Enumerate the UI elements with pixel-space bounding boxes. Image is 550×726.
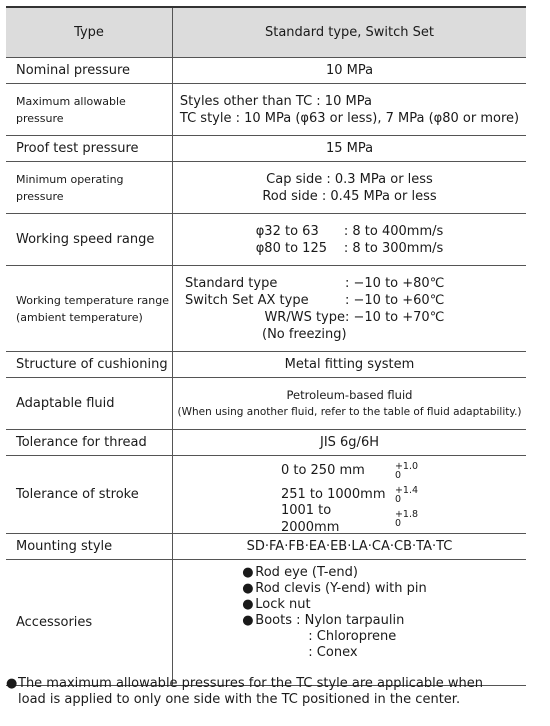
max-allow-line2: TC style : 10 MPa (φ63 or less), 7 MPa (φ80 or more) xyxy=(179,110,520,126)
speed-range-2: φ80 to 125 xyxy=(255,240,327,256)
bullet-icon: ● xyxy=(242,581,254,596)
temp-type-switch: Switch Set AX type xyxy=(185,292,309,308)
label-max-allowable-pressure: Maximum allowable pressure xyxy=(6,84,173,136)
footnote xyxy=(6,676,536,708)
row-tolerance-for-thread xyxy=(6,430,526,456)
value-structure-of-cushioning: Metal fitting system xyxy=(173,352,527,378)
accessories-list xyxy=(242,565,426,661)
accessory-item: ● Rod eye (T-end) xyxy=(242,565,358,580)
temp-value-wr-ws: : −10 to +70℃ xyxy=(345,309,445,325)
accessory-item: ● Boots : Nylon tarpaulin xyxy=(242,613,405,628)
row-mounting-style xyxy=(6,534,526,560)
value-working-temperature xyxy=(185,275,526,343)
label-accessories: Accessories xyxy=(6,560,173,686)
bullet-icon: ● xyxy=(242,597,254,612)
value-max-allowable-pressure xyxy=(180,93,519,127)
stroke-tolerance: +1.4 0 xyxy=(394,484,419,505)
stroke-tolerance: +1.8 0 xyxy=(394,508,419,529)
label-working-temperature: Working temperature range xyxy=(16,293,169,307)
header-standard: Standard type, Switch Set xyxy=(173,7,527,58)
bullet-icon: ● xyxy=(242,565,254,580)
value-working-speed-range xyxy=(256,223,444,257)
row-max-allowable-pressure xyxy=(6,84,526,136)
bullet-icon: ● xyxy=(242,613,254,628)
row-min-operating-pressure xyxy=(6,162,526,214)
row-working-temperature xyxy=(6,266,526,352)
row-structure-of-cushioning xyxy=(6,352,526,378)
temp-no-freezing: (No freezing) xyxy=(262,326,347,342)
stroke-item xyxy=(280,502,419,535)
value-tolerance-of-stroke xyxy=(280,459,419,535)
footnote-line2: load is applied to only one side with the TC positioned in the center. xyxy=(18,692,461,707)
accessory-subitem: : Conex xyxy=(308,645,358,660)
header-type: Type xyxy=(6,7,173,58)
min-op-line2: Rod side : 0.45 MPa or less xyxy=(262,188,437,204)
fluid-line2: (When using another fluid, refer to the table of fluid adaptability.) xyxy=(177,405,522,418)
stroke-range: 1001 to 2000mm xyxy=(280,502,340,535)
label-adaptable-fluid: Adaptable fluid xyxy=(6,378,173,430)
accessory-subitem: : Chloroprene xyxy=(308,629,397,644)
footnote-line1: The maximum allowable pressures for the TC style are applicable when xyxy=(18,676,483,691)
footnote-bullet-icon: ● xyxy=(6,676,18,691)
temp-type-wr-ws: WR/WS type xyxy=(264,309,345,325)
temp-value-switch: : −10 to +60℃ xyxy=(345,292,445,308)
stroke-tolerance: +1.0 0 xyxy=(394,460,419,481)
speed-value-1: : 8 to 400mm/s xyxy=(339,223,444,239)
row-proof-test-pressure xyxy=(6,136,526,162)
value-proof-test-pressure: 15 MPa xyxy=(173,136,527,162)
speed-value-2: : 8 to 300mm/s xyxy=(339,240,444,256)
max-allow-line1: Styles other than TC : 10 MPa xyxy=(179,93,372,109)
value-nominal-pressure: 10 MPa xyxy=(173,58,527,84)
row-accessories xyxy=(6,560,526,686)
label-working-speed-range: Working speed range xyxy=(6,214,173,266)
min-op-line1: Cap side : 0.3 MPa or less xyxy=(266,171,433,187)
temp-value-standard: : −10 to +80℃ xyxy=(345,275,445,291)
spec-table xyxy=(6,6,526,686)
value-tolerance-for-thread: JIS 6g/6H xyxy=(173,430,527,456)
stroke-range: 251 to 1000mm xyxy=(280,487,386,502)
label-structure-of-cushioning: Structure of cushioning xyxy=(6,352,173,378)
label-tolerance-of-stroke: Tolerance of stroke xyxy=(6,456,173,534)
value-mounting-style: SD·FA·FB·EA·EB·LA·CA·CB·TA·TC xyxy=(173,534,527,560)
header-row xyxy=(6,7,526,58)
row-working-speed-range xyxy=(6,214,526,266)
temp-type-standard: Standard type xyxy=(185,275,278,291)
accessory-item: ● Lock nut xyxy=(242,597,311,612)
label-mounting-style: Mounting style xyxy=(6,534,173,560)
row-nominal-pressure xyxy=(6,58,526,84)
stroke-range: 0 to 250 mm xyxy=(280,463,365,478)
row-adaptable-fluid xyxy=(6,378,526,430)
accessory-item: ● Rod clevis (Y-end) with pin xyxy=(242,581,427,596)
label-min-operating-pressure: Minimum operating pressure xyxy=(6,162,173,214)
label-ambient-temperature: (ambient temperature) xyxy=(16,310,143,324)
label-proof-test-pressure: Proof test pressure xyxy=(6,136,173,162)
stroke-item xyxy=(281,459,418,483)
fluid-line1: Petroleum-based fluid xyxy=(286,387,413,402)
label-tolerance-for-thread: Tolerance for thread xyxy=(6,430,173,456)
speed-range-1: φ32 to 63 xyxy=(255,223,327,239)
label-nominal-pressure: Nominal pressure xyxy=(6,58,173,84)
row-tolerance-of-stroke xyxy=(6,456,526,534)
